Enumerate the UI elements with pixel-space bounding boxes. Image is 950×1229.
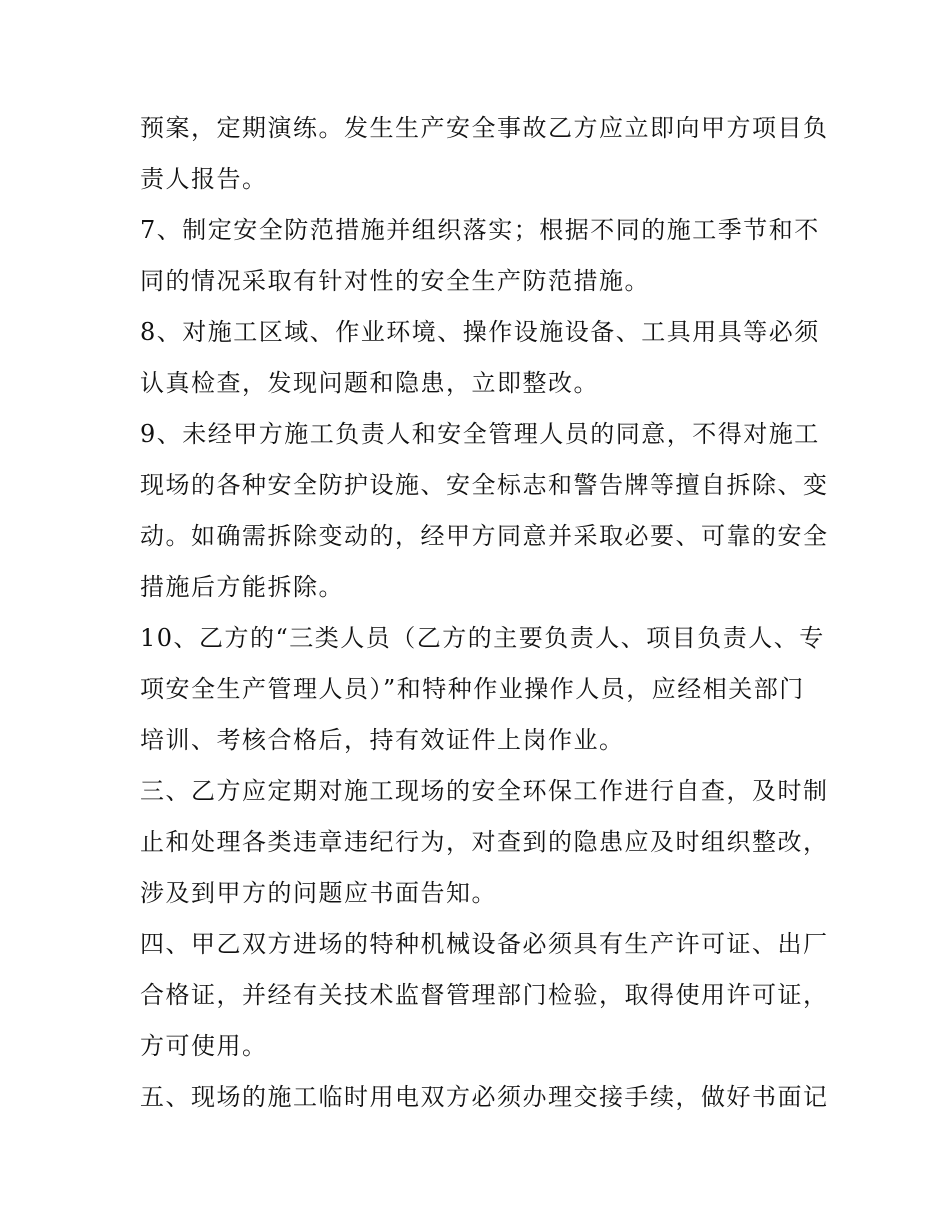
text-line: 三、乙方应定期对施工现场的安全环保工作进行自查，及时制 xyxy=(140,777,829,805)
text-line: 止和处理各类违章违纪行为，对查到的隐患应及时组织整改， xyxy=(140,828,829,856)
text-line: 10、乙方的“三类人员（乙方的主要负责人、项目负责人、专 xyxy=(140,624,825,652)
text-line: 项安全生产管理人员）”和特种作业操作人员，应经相关部门 xyxy=(140,675,805,703)
text-line: 7、制定安全防范措施并组织落实；根据不同的施工季节和不 xyxy=(140,216,820,244)
text-line: 培训、考核合格后，持有效证件上岗作业。 xyxy=(140,726,625,754)
text-line: 预案，定期演练。发生生产安全事故乙方应立即向甲方项目负 xyxy=(140,114,829,142)
text-line: 9、未经甲方施工负责人和安全管理人员的同意，不得对施工 xyxy=(140,420,820,448)
text-line: 现场的各种安全防护设施、安全标志和警告牌等擅自拆除、变 xyxy=(140,471,829,499)
text-line: 同的情况采取有针对性的安全生产防范措施。 xyxy=(140,267,650,295)
text-line: 四、甲乙双方进场的特种机械设备必须具有生产许可证、出厂 xyxy=(140,930,829,958)
text-line: 方可使用。 xyxy=(140,1032,268,1060)
text-line: 五、现场的施工临时用电双方必须办理交接手续，做好书面记 xyxy=(140,1083,829,1111)
document-body xyxy=(140,103,829,1123)
text-line: 责人报告。 xyxy=(140,165,268,193)
text-line: 8、对施工区域、作业环境、操作设施设备、工具用具等必须 xyxy=(140,318,820,346)
text-line: 措施后方能拆除。 xyxy=(140,573,344,601)
text-line: 合格证，并经有关技术监督管理部门检验，取得使用许可证， xyxy=(140,981,829,1009)
text-line: 动。如确需拆除变动的，经甲方同意并采取必要、可靠的安全 xyxy=(140,522,829,550)
text-line: 认真检查，发现问题和隐患，立即整改。 xyxy=(140,369,599,397)
text-line: 涉及到甲方的问题应书面告知。 xyxy=(140,879,497,907)
